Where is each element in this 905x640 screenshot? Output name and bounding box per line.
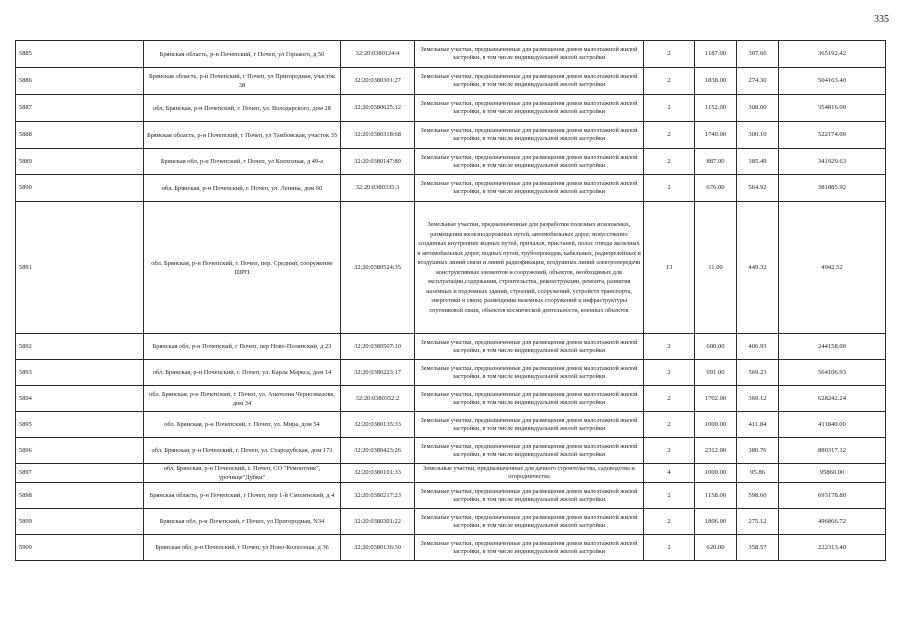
table-row: [16, 360, 886, 386]
row-land-use: Земельные участки, предназначенные для размещения домов малоэтажной жилой застройки, в том числе индивидуальной жилой застройки: [415, 175, 644, 202]
row-area: 1158.00: [695, 483, 737, 509]
row-number: 5898: [16, 483, 144, 509]
row-cadastral-value: 880317.12: [779, 438, 886, 464]
row-address: обл. Брянская, р-н Почепский, г. Почеп, ул. Ленина, дом 60: [144, 175, 341, 202]
row-area: 1000.00: [695, 464, 737, 483]
table-row: [16, 509, 886, 535]
row-rate: 275.12: [737, 509, 779, 535]
row-land-use: Земельные участки, предназначенные для разработки полезных ископаемых, размещения железнодорожных путей, автомобильных дорог, искусственно созданных внутренних водных путей, причалов, пристаней, полос отвода железных и автомобильных дорог, водных путей, трубопроводов, кабельных, радиорелейных и воздушных линий связи и линий радиофикации, воздушных линий электропередачи конструктивных элементов и сооружений, объектов, необходимых для эксплуатации,содержания, строительства, реконструкции, ремонта, развития наземных и подземных зданий, строений, сооружений, устройств транспорта, энергетики и связи; размещения наземных сооружений и инфраструктуры спутниковой связи, объектов космической деятельности, военных объектов: [415, 202, 644, 334]
row-group: 2: [644, 122, 695, 149]
row-land-use: Земельные участки, предназначенные для размещения домов малоэтажной жилой застройки, в том числе индивидуальной жилой застройки: [415, 122, 644, 149]
table-row: [16, 175, 886, 202]
row-cadastral-number: 32:20:0380217:23: [341, 483, 415, 509]
row-number: 5894: [16, 386, 144, 412]
row-area: 620.00: [695, 535, 737, 561]
table-row: [16, 122, 886, 149]
row-cadastral-number: 32:20:0380124:4: [341, 41, 415, 68]
row-area: 1152.00: [695, 95, 737, 122]
row-cadastral-value: 496866.72: [779, 509, 886, 535]
row-address: обл. Брянская, р-н Почепский, г. Почеп, ул. Мира, дом 54: [144, 412, 341, 438]
row-cadastral-value: 411840.00: [779, 412, 886, 438]
row-address: Брянская область, р-н Почепский, г Почеп, ул Тамбовская, участок 35: [144, 122, 341, 149]
row-cadastral-value: 365192.42: [779, 41, 886, 68]
row-land-use: Земельные участки, предназначенные для размещения домов малоэтажной жилой застройки, в том числе индивидуальной жилой застройки: [415, 149, 644, 175]
row-cadastral-value: 693178.80: [779, 483, 886, 509]
row-group: 2: [644, 535, 695, 561]
row-area: 1806.00: [695, 509, 737, 535]
row-group: 4: [644, 464, 695, 483]
row-land-use: Земельные участки, предназначенные для размещения домов малоэтажной жилой застройки, в том числе индивидуальной жилой застройки: [415, 535, 644, 561]
row-group: 2: [644, 509, 695, 535]
row-land-use: Земельные участки, предназначенные для размещения домов малоэтажной жилой застройки, в том числе индивидуальной жилой застройки: [415, 360, 644, 386]
row-address: обл. Брянская, р-н Почепский, г. Почеп, ул. Анатолия Чернозмазова, дом 34: [144, 386, 341, 412]
row-cadastral-number: 32:20:0380524:35: [341, 202, 415, 334]
row-rate: 358.57: [737, 535, 779, 561]
row-address: Брянская обл, р-н Почепский, г Почеп, ул Пригородная, N34: [144, 509, 341, 535]
row-cadastral-value: 95860.00: [779, 464, 886, 483]
row-cadastral-number: 32:20:0380301:22: [341, 509, 415, 535]
row-cadastral-number: 32:20:0380136:30: [341, 535, 415, 561]
row-land-use: Земельные участки, предназначенные для размещения домов малоэтажной жилой застройки, в том числе индивидуальной жилой застройки: [415, 483, 644, 509]
row-cadastral-number: 32:20:0380507:10: [341, 334, 415, 360]
row-rate: 308.00: [737, 95, 779, 122]
row-cadastral-value: 354816.00: [779, 95, 886, 122]
row-group: 13: [644, 202, 695, 334]
row-rate: 274.30: [737, 68, 779, 95]
row-group: 2: [644, 68, 695, 95]
row-cadastral-value: 222313.40: [779, 535, 886, 561]
row-number: 5885: [16, 41, 144, 68]
row-group: 2: [644, 175, 695, 202]
row-group: 2: [644, 41, 695, 68]
row-area: 887.00: [695, 149, 737, 175]
row-cadastral-number: 32:20:0380301:27: [341, 68, 415, 95]
row-cadastral-number: 32:20:0380135:33: [341, 412, 415, 438]
row-address: Брянская обл, р-н Почепский, г Почеп, ул Колхозная, д 49-а: [144, 149, 341, 175]
table-row: [16, 412, 886, 438]
row-cadastral-value: 628242.24: [779, 386, 886, 412]
row-rate: 406.93: [737, 334, 779, 360]
row-address: Брянская область, р-н Почепский, г Почеп, ул Горького, д 50: [144, 41, 341, 68]
row-group: 2: [644, 149, 695, 175]
row-land-use: Земельные участки, предназначенные для размещения домов малоэтажной жилой застройки, в том числе индивидуальной жилой застройки: [415, 438, 644, 464]
row-group: 2: [644, 360, 695, 386]
row-rate: 380.76: [737, 438, 779, 464]
row-address: Брянская область, р-н Почепский, г Почеп, пер 1-й Смоленский, д 4: [144, 483, 341, 509]
row-rate: 449.32: [737, 202, 779, 334]
table-row: [16, 535, 886, 561]
row-cadastral-value: 504163.40: [779, 68, 886, 95]
row-land-use: Земельные участки, предназначенные для размещения домов малоэтажной жилой застройки, в том числе индивидуальной жилой застройки: [415, 41, 644, 68]
row-number: 5899: [16, 509, 144, 535]
table-row: [16, 438, 886, 464]
row-cadastral-number: 32:20:0380352:2: [341, 386, 415, 412]
row-cadastral-number: 32:20:0380147:89: [341, 149, 415, 175]
row-address: обл. Брянская, р-н Почепский, г. Почеп, ул. Стародубская, дом 173: [144, 438, 341, 464]
row-number: 5892: [16, 334, 144, 360]
table-row: [16, 386, 886, 412]
row-area: 1740.00: [695, 122, 737, 149]
row-address: обл. Брянская, р-н Почепский, г. Почеп, ул. Володарского, дом 28: [144, 95, 341, 122]
row-rate: 569.23: [737, 360, 779, 386]
row-number: 5886: [16, 68, 144, 95]
table-row: [16, 41, 886, 68]
table-row: [16, 149, 886, 175]
row-number: 5897: [16, 464, 144, 483]
row-rate: 307.66: [737, 41, 779, 68]
row-area: 1702.00: [695, 386, 737, 412]
row-rate: 300.10: [737, 122, 779, 149]
row-group: 2: [644, 438, 695, 464]
row-number: 5900: [16, 535, 144, 561]
row-land-use: Земельные участки, предназначенные для размещения домов малоэтажной жилой застройки, в том числе индивидуальной жилой застройки: [415, 386, 644, 412]
row-area: 1838.00: [695, 68, 737, 95]
table-row: [16, 334, 886, 360]
row-number: 5895: [16, 412, 144, 438]
row-area: 991.00: [695, 360, 737, 386]
row-cadastral-number: 32:20:0380318:68: [341, 122, 415, 149]
row-cadastral-value: 341929.63: [779, 149, 886, 175]
row-area: 676.00: [695, 175, 737, 202]
row-land-use: Земельные участки, предназначенные для размещения домов малоэтажной жилой застройки, в том числе индивидуальной жилой застройки: [415, 509, 644, 535]
row-rate: 564.92: [737, 175, 779, 202]
row-land-use: Земельные участки, предназначенные для размещения домов малоэтажной жилой застройки, в том числе индивидуальной жилой застройки: [415, 334, 644, 360]
row-cadastral-value: 564106.93: [779, 360, 886, 386]
table-body: [16, 41, 886, 561]
row-address: Брянская обл, р-н Почепский, г Почеп, ул Ново-Колхозная, д 36: [144, 535, 341, 561]
table-row: [16, 464, 886, 483]
row-group: 2: [644, 412, 695, 438]
row-number: 5891: [16, 202, 144, 334]
row-land-use: Земельные участки, предназначенные для размещения домов малоэтажной жилой застройки, в том числе индивидуальной жилой застройки: [415, 95, 644, 122]
row-address: обл. Брянская, р-н Почепский, г. Почеп, ул. Карла Маркса, дом 14: [144, 360, 341, 386]
row-group: 2: [644, 334, 695, 360]
row-group: 2: [644, 95, 695, 122]
table-row: [16, 95, 886, 122]
row-area: 1187.00: [695, 41, 737, 68]
row-group: 2: [644, 483, 695, 509]
row-area: 600.00: [695, 334, 737, 360]
row-number: 5890: [16, 175, 144, 202]
row-area: 11.00: [695, 202, 737, 334]
row-cadastral-value: 4942.52: [779, 202, 886, 334]
cadastral-value-table: [15, 40, 886, 561]
row-address: Брянская область, р-н Почепский, г Почеп, ул Пригородная, участок 38: [144, 68, 341, 95]
row-number: 5887: [16, 95, 144, 122]
row-cadastral-number: 32:20:0380625:12: [341, 95, 415, 122]
row-address: Брянская обл, р-н Почепский, г Почеп, пер Ново-Полянский, д 23: [144, 334, 341, 360]
row-land-use: Земельные участки, предназначенные для дачного строительства, садоводства и огородничества: [415, 464, 644, 483]
row-rate: 598.60: [737, 483, 779, 509]
row-cadastral-number: 32:20:0380335:3: [341, 175, 415, 202]
row-rate: 95.86: [737, 464, 779, 483]
row-number: 5888: [16, 122, 144, 149]
row-cadastral-value: 522174.00: [779, 122, 886, 149]
table-row: [16, 68, 886, 95]
row-cadastral-number: 32:20:0380223:17: [341, 360, 415, 386]
page-number: 335: [874, 14, 889, 25]
row-number: 5893: [16, 360, 144, 386]
row-cadastral-number: 32:20:0380423:26: [341, 438, 415, 464]
row-rate: 369.12: [737, 386, 779, 412]
row-land-use: Земельные участки, предназначенные для размещения домов малоэтажной жилой застройки, в том числе индивидуальной жилой застройки: [415, 68, 644, 95]
row-cadastral-number: 32:20:0380101:33: [341, 464, 415, 483]
row-number: 5896: [16, 438, 144, 464]
row-address: обл. Брянская, р-н Почепский, г. Почеп, пер. Средний, сооружение ШРП: [144, 202, 341, 334]
row-number: 5889: [16, 149, 144, 175]
row-area: 1000.00: [695, 412, 737, 438]
row-rate: 411.84: [737, 412, 779, 438]
table-row: [16, 483, 886, 509]
row-group: 2: [644, 386, 695, 412]
row-rate: 385.49: [737, 149, 779, 175]
row-area: 2312.00: [695, 438, 737, 464]
row-cadastral-value: 381885.92: [779, 175, 886, 202]
row-cadastral-value: 244158.00: [779, 334, 886, 360]
row-address: обл. Брянская, р-н Почепский, г. Почеп, СО "Ремонтник", урочище"Дубки": [144, 464, 341, 483]
row-land-use: Земельные участки, предназначенные для размещения домов малоэтажной жилой застройки, в том числе индивидуальной жилой застройки: [415, 412, 644, 438]
table-row: [16, 202, 886, 334]
